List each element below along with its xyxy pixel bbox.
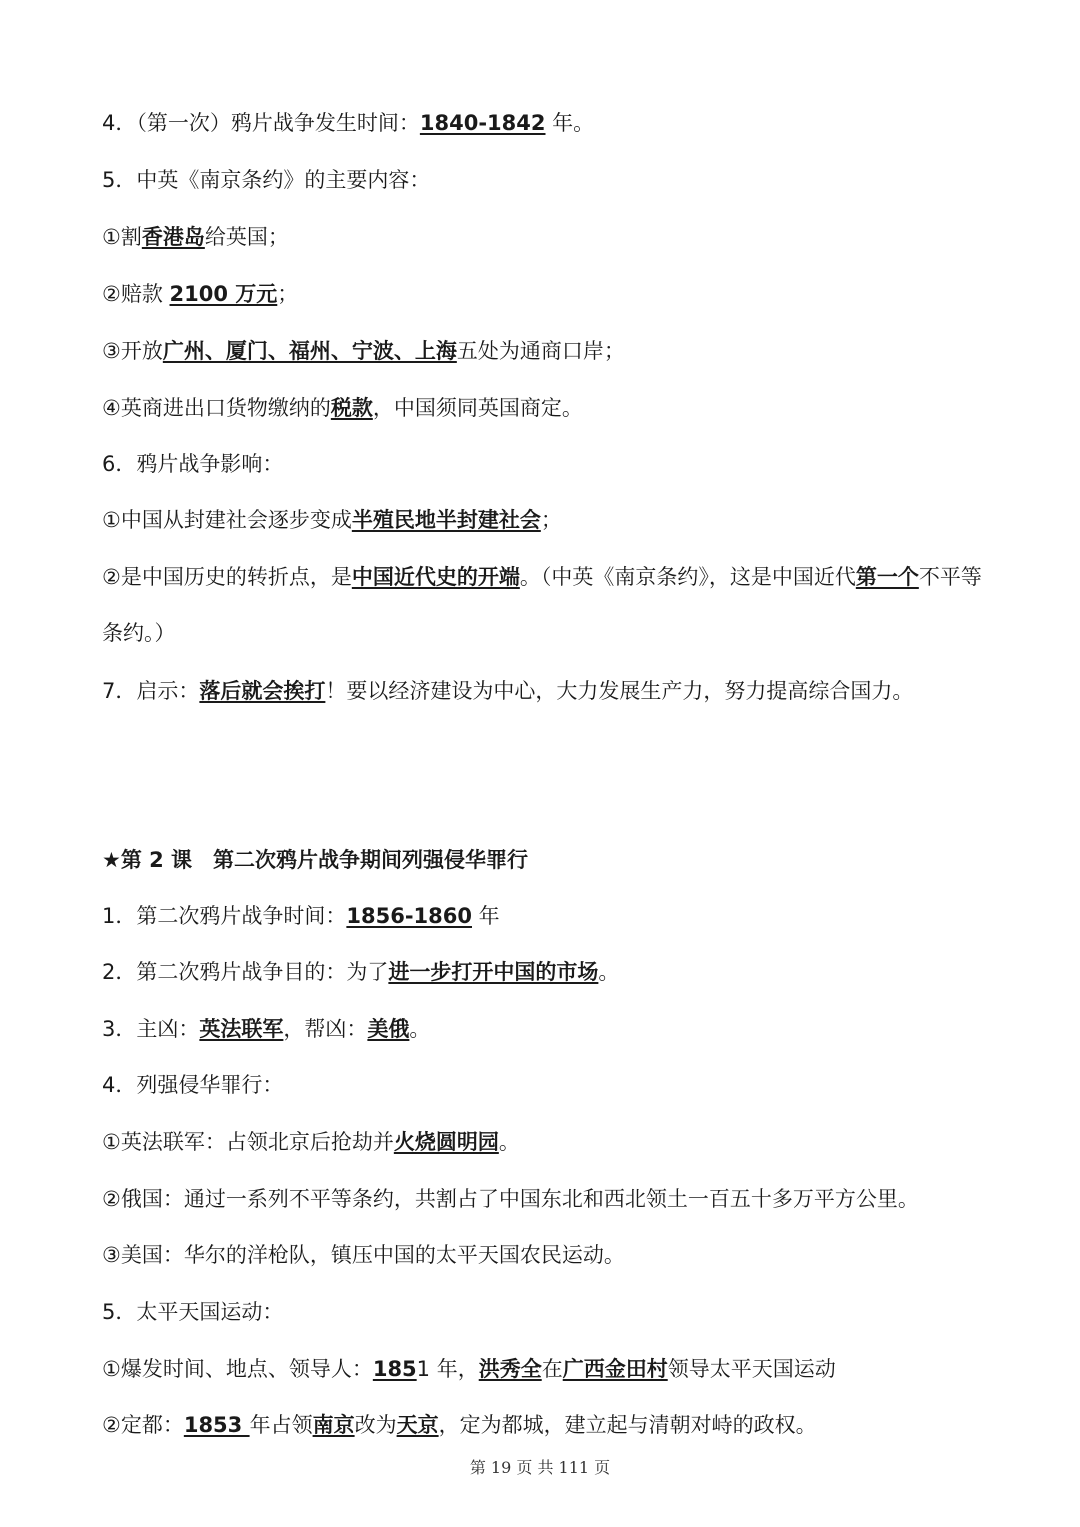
keyword-underlined: 1853 bbox=[183, 1413, 250, 1437]
text-line bbox=[102, 279, 1040, 309]
text-line bbox=[102, 108, 1040, 138]
text-line bbox=[102, 1184, 1040, 1214]
keyword-underlined: 火烧圆明园 bbox=[393, 1130, 499, 1154]
keyword-underlined: 美俄 bbox=[367, 1017, 410, 1041]
text-segment: 。 bbox=[598, 960, 620, 984]
keyword-underlined: 1856-1860 bbox=[346, 904, 472, 928]
text-segment: 5．太平天国运动： bbox=[102, 1300, 284, 1324]
text-segment: 给英国； bbox=[204, 225, 289, 249]
text-line bbox=[102, 222, 1040, 252]
text-segment: 5．中英《南京条约》的主要内容： bbox=[102, 168, 431, 192]
keyword-underlined: 广西金田村 bbox=[562, 1357, 668, 1381]
text-segment: 年占领 bbox=[249, 1413, 313, 1437]
text-segment: 年 bbox=[472, 904, 500, 928]
text-segment: ②俄国：通过一系列不平等条约，共割占了中国东北和西北领土一百五十多万平方公里。 bbox=[102, 1187, 919, 1211]
text-segment: 领导太平天国运动 bbox=[667, 1357, 836, 1381]
keyword-underlined: 1840-1842 bbox=[419, 111, 546, 135]
text-segment: ； bbox=[277, 282, 299, 306]
text-line bbox=[102, 618, 1040, 648]
text-segment: ★第 2 课 第二次鸦片战争期间列强侵华罪行 bbox=[102, 848, 529, 872]
text-segment: 在 bbox=[541, 1357, 563, 1381]
text-segment: 7．启示： bbox=[102, 679, 200, 703]
text-segment: ①英法联军：占领北京后抢劫并 bbox=[102, 1130, 394, 1154]
text-segment: 。 bbox=[498, 1130, 520, 1154]
text-segment: 年。 bbox=[545, 111, 595, 135]
keyword-underlined: 进一步打开中国的市场 bbox=[388, 960, 599, 984]
keyword-underlined: 香港岛 bbox=[141, 225, 205, 249]
text-segment: ①爆发时间、地点、领导人： bbox=[102, 1357, 373, 1381]
text-segment: 1 年， bbox=[416, 1357, 479, 1381]
text-line bbox=[102, 676, 1040, 706]
keyword-underlined: 中国近代史的开端 bbox=[351, 565, 520, 589]
text-line bbox=[102, 562, 1040, 592]
text-segment: 6．鸦片战争影响： bbox=[102, 452, 284, 476]
text-segment: ，中国须同英国商定。 bbox=[372, 396, 583, 420]
text-segment: 不平等 bbox=[918, 565, 982, 589]
text-line bbox=[102, 957, 1040, 987]
keyword-underlined: 半殖民地半封建社会 bbox=[351, 508, 541, 532]
text-segment: ； bbox=[540, 508, 562, 532]
keyword-underlined: 第一个 bbox=[855, 565, 919, 589]
keyword-underlined: 南京 bbox=[312, 1413, 355, 1437]
section-heading bbox=[102, 845, 1040, 875]
text-segment: 1．第二次鸦片战争时间： bbox=[102, 904, 347, 928]
text-segment: ！要以经济建设为中心，大力发展生产力，努力提高综合国力。 bbox=[325, 679, 914, 703]
text-line bbox=[102, 1354, 1040, 1384]
text-line bbox=[102, 1070, 1040, 1100]
keyword-underlined: 广州、厦门、福州、宁波、上海 bbox=[162, 339, 457, 363]
text-segment: ②是中国历史的转折点，是 bbox=[102, 565, 352, 589]
text-segment: 3．主凶： bbox=[102, 1017, 200, 1041]
keyword-underlined: 税款 bbox=[330, 396, 373, 420]
text-line bbox=[102, 1410, 1040, 1440]
text-line bbox=[102, 1240, 1040, 1270]
keyword-underlined: 185 bbox=[372, 1357, 417, 1381]
text-segment: ，帮凶： bbox=[283, 1017, 368, 1041]
text-line bbox=[102, 1014, 1040, 1044]
keyword-underlined: 洪秀全 bbox=[478, 1357, 542, 1381]
text-segment: 2．第二次鸦片战争目的：为了 bbox=[102, 960, 389, 984]
text-segment: ③美国：华尔的洋枪队，镇压中国的太平天国农民运动。 bbox=[102, 1243, 625, 1267]
page-footer: 第 19 页 共 111 页 bbox=[469, 1458, 611, 1477]
text-line bbox=[102, 393, 1040, 423]
text-segment: ，定为都城，建立起与清朝对峙的政权。 bbox=[438, 1413, 817, 1437]
text-segment: ①中国从封建社会逐步变成 bbox=[102, 508, 352, 532]
keyword-underlined: 天京 bbox=[396, 1413, 439, 1437]
text-segment: 。（中英《南京条约》，这是中国近代 bbox=[519, 565, 856, 589]
text-segment: ②赔款 bbox=[102, 282, 170, 306]
text-line bbox=[102, 449, 1040, 479]
text-segment: ②定都： bbox=[102, 1413, 184, 1437]
text-segment: ③开放 bbox=[102, 339, 163, 363]
text-segment: 。 bbox=[409, 1017, 431, 1041]
text-line bbox=[102, 165, 1040, 195]
text-segment: 五处为通商口岸； bbox=[456, 339, 625, 363]
text-segment: ④英商进出口货物缴纳的 bbox=[102, 396, 331, 420]
text-segment: 4．列强侵华罪行： bbox=[102, 1073, 284, 1097]
keyword-underlined: 落后就会挨打 bbox=[199, 679, 326, 703]
text-line bbox=[102, 336, 1040, 366]
text-segment: 条约。） bbox=[102, 621, 176, 645]
text-segment: 改为 bbox=[354, 1413, 397, 1437]
text-segment: ①割 bbox=[102, 225, 142, 249]
keyword-underlined: 2100 万元 bbox=[169, 282, 278, 306]
text-segment: 4．（第一次）鸦片战争发生时间： bbox=[102, 111, 420, 135]
keyword-underlined: 英法联军 bbox=[199, 1017, 284, 1041]
text-line bbox=[102, 1297, 1040, 1327]
text-line bbox=[102, 505, 1040, 535]
text-line bbox=[102, 901, 1040, 931]
text-line bbox=[102, 1127, 1040, 1157]
